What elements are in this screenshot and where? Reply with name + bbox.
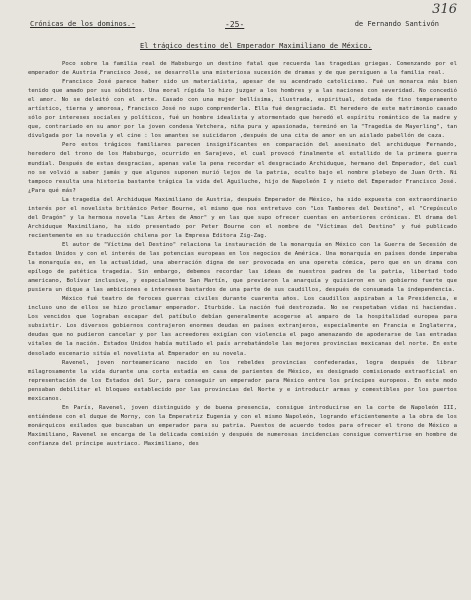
page-header bbox=[30, 20, 449, 34]
paragraph: Francisco José parece haber sido un materialista, apesar de su acendrado catolicismo. Fué un monarca más bien tenido que amado por sus súbditos. Una moral rígida lo hizo juzgar a los hombres y a las naciones con severidad. No concedió el amor. No se deleitó con el arte. Casado con una mujer bellísima, ilustrada, espiritual, dotada de fino temperamento artístico, tierna y amorosa, Francisco José no supo comprenderla. Ella fué desgraciada. El heredero de este matrimonio casado sólo por intereses sociales y políticos, fué un hombre idealista y atormentado que heredó el espíritu romántico de la madre y que, contrariado en su amor por la joven condesa Vetchera, niña pura y apasionada, terminó en la "Tragedia de Mayerling", tan divulgada por la novela y el cine : los amantes se suicidaron ,después de una cita de amor en un aislado pabellón de caza. bbox=[28, 79, 457, 140]
handwritten-page-number: 316 bbox=[432, 2, 457, 17]
author-byline: de Fernando Santivón bbox=[354, 20, 439, 28]
paragraph: Poco sobre la familia real de Habsburgo un destino fatal que recuerda las tragedias griegas. Comenzando por el emperador de Austria Francisco José, se desarrolla una misteriosa sucesión de dramas y de que persiguen a la familia real. bbox=[28, 61, 457, 77]
series-title: Crónicas de los dominos.- bbox=[30, 20, 136, 28]
article-body bbox=[28, 60, 457, 596]
paragraph: En París, Ravenel, joven distinguido y de buena presencia, consigue introducirse en la corte de Napoleón III, entiéndese con el duque de Morny, con la Emperatriz Eugenia y con el mismo Napoleón, logrando eficientemente a la obra de los monárquicos exilados que buscaban un emperador para su patria. Puestos de acuerdo todos para ofrecer el trono de México a Maximiliano, Ravenel se encarga de la delicada comisión y después de numerosas incidencias consigue convertirse en hombre de confianza del príncipe austriaco. Maximiliano, des bbox=[28, 404, 457, 447]
paragraph: México fué teatro de feroces guerras civiles durante cuarenta años. Los caudillos aspiraban a la Presidencia, e incluso uno de ellos se hizo proclamar emperador. Iturbide. La nación fué destrozada. No se respetaban vidas ni haciendas. Los vencidos que lograban escapar del patíbulo debían generalmente acogerse al amparo de la hospitalidad europea para subsistir. Los diversos gobiernos contrajeron enormes deudas en países extranjeros, especialmente en Francia e Inglaterra, deudas que no pudieron cancelar y por las acreedores exigían con violencia el pago amenazando de apoderarse de las entradas vitales de la nación. Estados Unidos había mutilado el país arrebatándole las mejores provincias mexicanas del norte. En este desolado escenario sitúa el novelista al Emperador en su novela. bbox=[28, 296, 457, 357]
paragraph: El autor de "Víctima del Destino" relaciona la instauración de la monarquía en México con la Guerra de Secesión de Estados Unidos y con el interés de las potencias europeas en los negocios de América. Una monarquía en países donde imperaba la monarquía es, en la actualidad, una aberración digna de ser provocada en una opereta cómica, pero que en un drama con epílogo de patética tragedia. Sin embargo, debemos recordar las ideas de nuestros padres de la patria, libertad todo americano, Bolívar inclusive, y especialmente San Martín, que previeron la anarquía y quisieron en un gobierno fuerte que pusiera un dique a las ambiciones e intereses bastardos de una parte de sus caudillos, después de consumada la independencia. bbox=[28, 241, 457, 294]
paragraph: Ravenel, joven norteamericano nacido en los rebeldes provincias confederadas, logra después de librar milagrosamente la vida durante una corta estadía en casa de parientes de México, es designado comisionado extraoficial en representación de los Estados del Sur, para conseguir un emperador para México entre los príncipes europeos. En este modo pensaban debilitar el bloqueo establecido por las provincias del Norte y e introducir armas y comestibles por los puertos mexicanos. bbox=[28, 359, 457, 402]
paragraph: La tragedia del Archiduque Maximiliano de Austria, después Emperador de México, ha sido expuesta con extraordinario interés por el novelista británico Peter Bourne, el mismo que nos entretuvo con "Los Tambores del Destino", el "Crepúsculo del Dragón" y la hermosa novela "Las Artes de Amor" y en las que supo ofrecer cuentas en anteriores crónicas. El drama del Archiduque Maximiliano, ha sido presentado por Peter Bourne con el nombre de "Víctimas del Destino" y fué publicado recientemente en su traducción chilena por la Empresa Editora Zig-Zag. bbox=[28, 196, 457, 239]
paragraph: Pero estos trágicos familiares parecen insignificantes en comparación del asesinato del archiduque Fernando, heredero del trono de los Habsburgo, ocurrido en Sarajevo, el cual provocó finalmente el estallido de la primera guerra mundial. Después de estas desgracias, apenas vale la pena recordar el desgraciado Archiduque, hermano del Emperador, del cual no se volvió a saber jamás y que algunos suponen murió lejos de la patria, oculto bajo el nombre plebeyo de Juan Orth. Ni tampoco resulta una historia bastante trágica la vida del Aguiluche, hijo de Napoleón I y nieto del Emperador Francisco José. ¿Para qué más? bbox=[28, 142, 457, 194]
article-title: El trágico destino del Emperador Maximiliano de México. bbox=[140, 42, 372, 50]
page-number: -25- bbox=[225, 20, 245, 29]
